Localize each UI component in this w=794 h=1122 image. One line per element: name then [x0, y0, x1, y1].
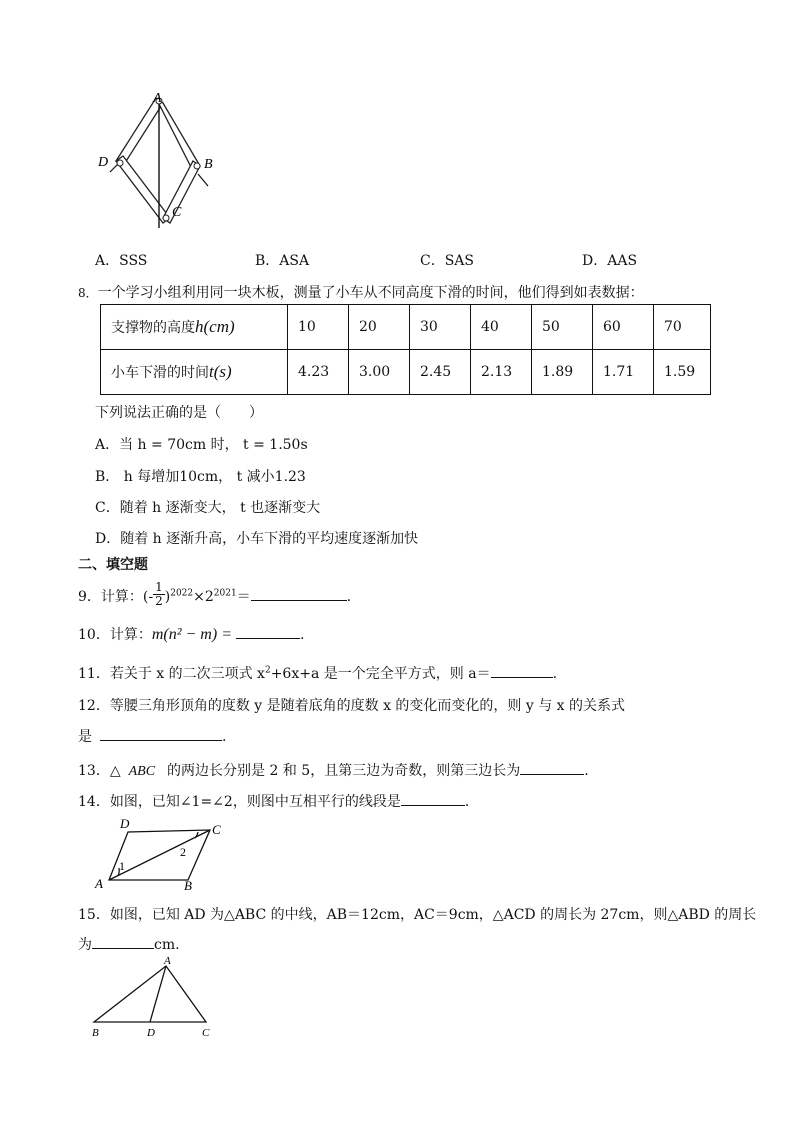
q15-line2: 为 cm. [78, 934, 180, 954]
angle-2-label: 2 [180, 845, 186, 859]
label-D: D [147, 1027, 155, 1039]
label-B: B [92, 1027, 99, 1039]
table-cell: 70 [654, 305, 711, 350]
q11: 11．若关于 x 的二次三项式 $x^2+6x+a$ 是一个完全平方式，则 a＝ . [78, 663, 557, 683]
fraction: $\frac{1}{2}$ [155, 579, 163, 608]
answer-blank[interactable] [251, 586, 347, 601]
q8-stem [78, 282, 644, 302]
table-cell: 20 [349, 305, 410, 350]
q7-option-b: B．ASA [255, 253, 310, 269]
angle-1-label: 1 [119, 859, 125, 873]
q15-line1: 15．如图，已知 AD 为△ABC 的中线，AB＝12cm，AC＝9cm，△ACD 的周长为 27cm，则△ABD 的周长 [78, 907, 757, 923]
table-cell: 1.59 [654, 350, 711, 395]
label-A: A [164, 956, 171, 967]
q12-line1: 12．等腰三角形顶角的度数 y 是随着底角的度数 x 的变化而变化的，则 y 与 x 的关系式 [78, 698, 626, 714]
label-C: C [172, 205, 182, 220]
answer-blank[interactable] [92, 934, 154, 949]
q8-option-a: A．当 h = 70cm 时， t = 1.50s [95, 437, 308, 453]
table-cell: 1.71 [593, 350, 654, 395]
q8-question: 下列说法正确的是（ ） [95, 405, 263, 421]
q9: 9．计算：(- $\frac{1}{2}$ )$^{2022}\times 2^{2021}=$ . [78, 579, 352, 608]
label-C: C [212, 822, 221, 837]
q10: 10．计算：m(n² − m) = . [78, 626, 305, 643]
table-cell: 1.89 [532, 350, 593, 395]
label-B: B [184, 878, 192, 893]
label-D: D [98, 155, 109, 170]
table-cell: 2.45 [410, 350, 471, 395]
table-cell: 2.13 [471, 350, 532, 395]
section-title: 二、填空题 [78, 557, 148, 573]
label-A: A [153, 91, 162, 106]
q7-option-a: A．SSS [95, 253, 148, 269]
q8-data-table [100, 304, 711, 395]
table-cell: 40 [471, 305, 532, 350]
answer-blank[interactable] [401, 791, 465, 806]
q7-option-d: D．AAS [582, 253, 638, 269]
q12-line2: 是 . [78, 726, 226, 746]
q8-stem-text: 一个学习小组利用同一块木板，测量了小车从不同高度下滑的时间，他们得到如表数据： [97, 285, 644, 301]
label-A: A [95, 876, 103, 891]
q8-option-b: B． h 每增加10cm， t 减小1.23 [95, 469, 306, 485]
q8-option-c: C．随着 h 逐渐变大， t 也逐渐变大 [95, 500, 321, 516]
parallelogram-figure [92, 814, 232, 894]
table-cell: 30 [410, 305, 471, 350]
answer-blank[interactable] [491, 663, 553, 678]
table-cell: 4.23 [288, 350, 349, 395]
row2-label: 小车下滑的时间t(s) [101, 350, 288, 395]
label-B: B [204, 157, 213, 172]
q13: 13．△ ABC 的两边长分别是 2 和 5，且第三边为奇数，则第三边长为 . [78, 760, 589, 780]
answer-blank[interactable] [236, 624, 300, 639]
answer-blank[interactable] [100, 726, 222, 741]
q7-option-c: C．SAS [420, 253, 475, 269]
table-row [101, 305, 711, 350]
triangle-median-figure [88, 956, 228, 1040]
table-cell: 3.00 [349, 350, 410, 395]
label-C: C [202, 1027, 210, 1039]
q8-number: 8． [78, 286, 98, 300]
label-D: D [120, 816, 130, 831]
rhombus-strips-figure [90, 90, 220, 230]
table-cell: 60 [593, 305, 654, 350]
answer-blank[interactable] [520, 760, 584, 775]
q14: 14．如图，已知∠1=∠2，则图中互相平行的线段是 . [78, 791, 469, 811]
table-row [101, 350, 711, 395]
q8-option-d: D．随着 h 逐渐升高，小车下滑的平均速度逐渐加快 [95, 531, 419, 547]
table-cell: 50 [532, 305, 593, 350]
table-cell: 10 [288, 305, 349, 350]
row1-label: 支撑物的高度h(cm) [101, 305, 288, 350]
